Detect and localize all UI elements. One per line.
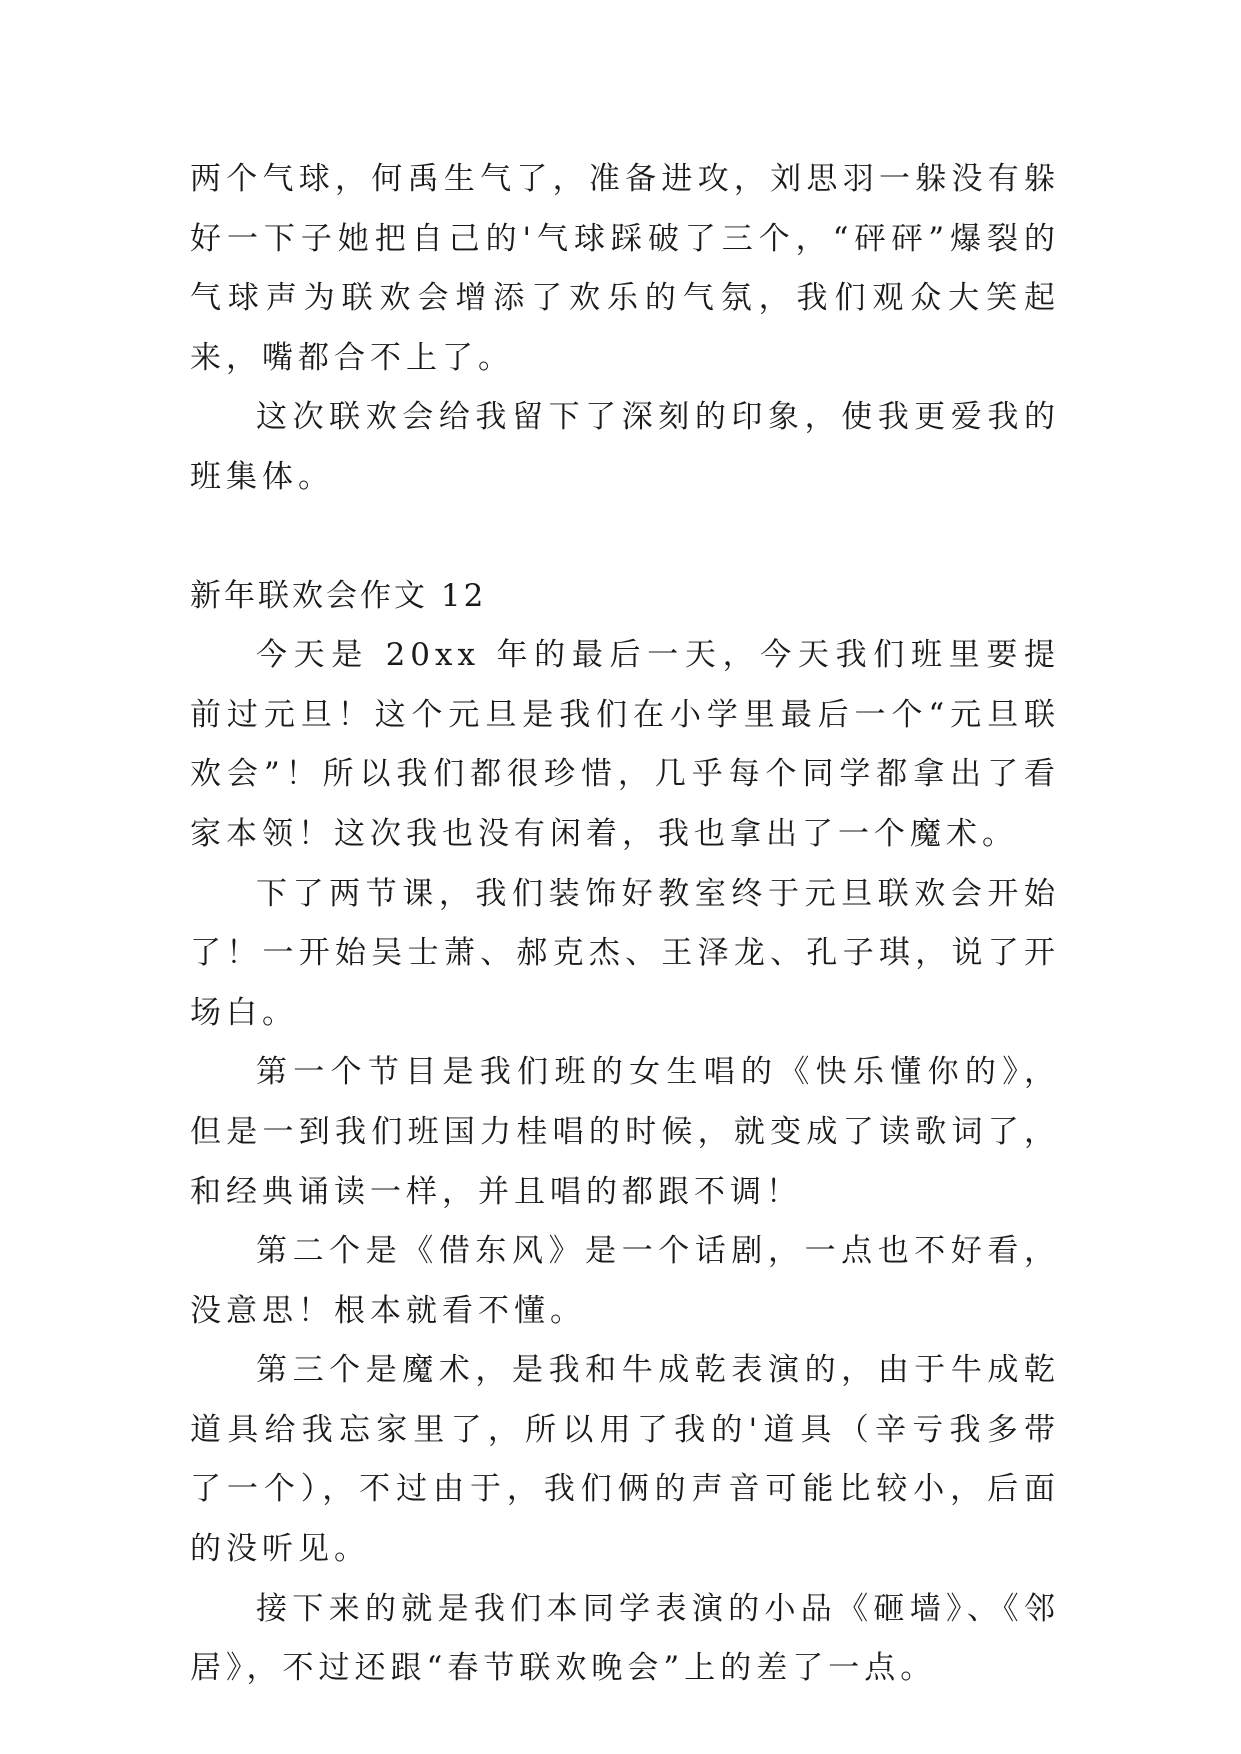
paragraph: 下了两节课，我们装饰好教室终于元旦联欢会开始了！一开始吴士萧、郝克杰、王泽龙、孔子琪，说了开场白。 xyxy=(190,875,1060,1031)
paragraph: 接下来的就是我们本同学表演的小品《砸墙》、《邻居》，不过还跟“春节联欢晚会”上的差了一点。 xyxy=(190,1590,1060,1687)
paragraph-continued: 两个气球，何禹生气了，准备进攻，刘思羽一躲没有躲好一下子她把自己的'气球踩破了三个，“砰砰”爆裂的气球声为联欢会增添了欢乐的气氛，我们观众大笑起来，嘴都合不上了。 xyxy=(190,161,1060,376)
document-body xyxy=(190,150,1060,1699)
section-heading: 新年联欢会作文 12 xyxy=(190,577,487,614)
paragraph: 第二个是《借东风》是一个话剧，一点也不好看，没意思！根本就看不懂。 xyxy=(190,1233,1060,1329)
paragraph: 今天是 20xx 年的最后一天，今天我们班里要提前过元旦！这个元旦是我们在小学里最后一个“元旦联欢会”！所以我们都很珍惜，几乎每个同学都拿出了看家本领！这次我也没有闲着，我也拿出了一个魔术。 xyxy=(190,637,1060,852)
paragraph: 这次联欢会给我留下了深刻的印象，使我更爱我的班集体。 xyxy=(190,399,1060,495)
paragraph: 第三个是魔术，是我和牛成乾表演的，由于牛成乾道具给我忘家里了，所以用了我的'道具（辛亏我多带了一个），不过由于，我们俩的声音可能比较小，后面的没听见。 xyxy=(190,1352,1060,1568)
paragraph: 第一个节目是我们班的女生唱的《快乐懂你的》，但是一到我们班国力桂唱的时候，就变成了读歌词了，和经典诵读一样，并且唱的都跟不调！ xyxy=(190,1054,1060,1210)
section-spacer xyxy=(190,508,1060,567)
